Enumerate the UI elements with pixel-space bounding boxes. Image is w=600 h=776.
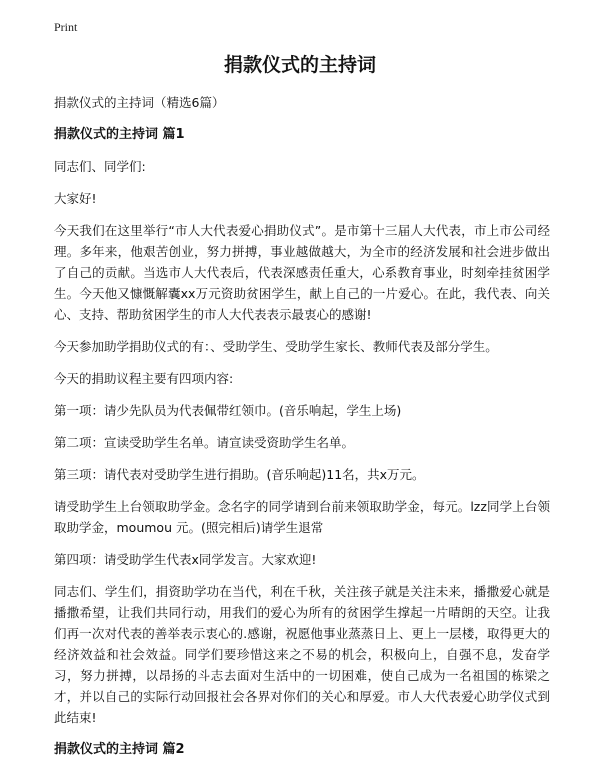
greeting-line: 大家好! bbox=[54, 191, 97, 206]
document-body bbox=[54, 92, 550, 771]
print-link[interactable]: Print bbox=[54, 20, 78, 34]
section-heading-1: 捐款仪式的主持词 篇1 bbox=[54, 127, 185, 142]
paragraph: 今天的捐助议程主要有四项内容: bbox=[54, 371, 234, 386]
greeting-line: 同志们、同学们: bbox=[54, 159, 146, 174]
agenda-item: 第二项：宣读受助学生名单。请宣读受资助学生名单。 bbox=[54, 435, 355, 450]
agenda-item: 第一项：请少先队员为代表佩带红领巾。(音乐响起，学生上场) bbox=[54, 403, 402, 418]
paragraph: 今天我们在这里举行“市人大代表爱心捐助仪式”。是市第十三届人大代表，市上市公司经理。多年来，他艰苦创业，努力拼搏，事业越做越大，为全市的经济发展和社会进步做出了自己的贡献。当选市人大代表后，代表深感责任重大，心系教育事业，时刻牵挂贫困学生。今天他又慷慨解囊xx万元资助贫困学生，献上自己的一片爱心。在此，我代表、向关心、支持、帮助贫困学生的市人大代表表示最衷心的感谢! bbox=[54, 223, 550, 322]
paragraph: 同志们、学生们，捐资助学功在当代，利在千秋，关注孩子就是关注未来，播撒爱心就是播撒希望，让我们共同行动，用我们的爱心为所有的贫困学生撑起一片晴朗的天空。让我们再一次对代表的善举表示衷心的.感谢，祝愿他事业蒸蒸日上、更上一层楼，取得更大的经济效益和社会效益。同学们要珍惜这来之不易的机会，积极向上，自强不息，发奋学习，努力拼搏，以昂扬的斗志去面对生活中的一切困难，使自己成为一名祖国的栋梁之才，并以自己的实际行动回报社会各界对你们的关心和厚爱。市人大代表爱心助学仪式到此结束! bbox=[54, 584, 550, 725]
paragraph: 今天参加助学捐助仪式的有：、受助学生、受助学生家长、教师代表及部分学生。 bbox=[54, 339, 498, 354]
agenda-item: 第三项：请代表对受助学生进行捐助。(音乐响起)11名，共x万元。 bbox=[54, 467, 425, 482]
paragraph: 请受助学生上台领取助学金。念名字的同学请到台前来领取助学金，每元。lzz同学上台领取助学金，moumou 元。(照完相后)请学生退常 bbox=[54, 499, 550, 535]
section-heading-2: 捐款仪式的主持词 篇2 bbox=[54, 742, 185, 757]
page-title: 捐款仪式的主持词 bbox=[223, 54, 376, 76]
document-subtitle: 捐款仪式的主持词（精选6篇） bbox=[54, 95, 225, 110]
agenda-item: 第四项：请受助学生代表x同学发言。大家欢迎! bbox=[54, 552, 317, 567]
